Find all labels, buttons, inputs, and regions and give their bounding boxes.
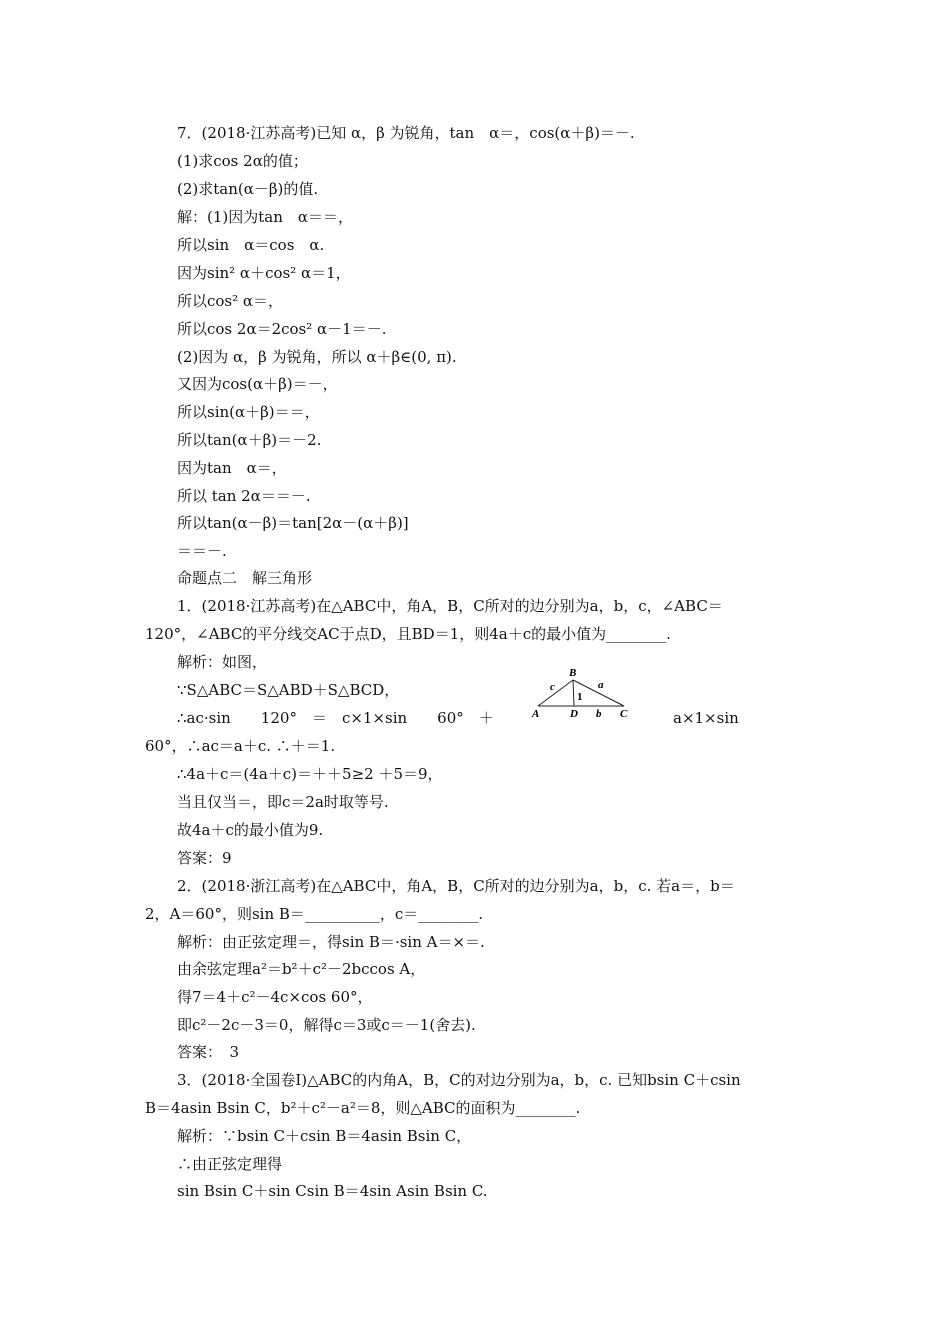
solution-line: 60°，∴ac＝a＋c. ∴＋＝1. bbox=[145, 737, 336, 755]
solution-line: ＝＝－. bbox=[177, 542, 227, 560]
solution-line: 即c²－2c－3＝0，解得c＝3或c＝－1(舍去). bbox=[177, 1016, 476, 1034]
problem-7-part-1: (1)求cos 2α的值； bbox=[177, 152, 308, 170]
segment-BD-label: 1 bbox=[577, 691, 583, 703]
solution-line: 所以sin(α＋β)＝＝， bbox=[177, 403, 320, 421]
vertex-A-label: A bbox=[532, 708, 540, 720]
problem-7-statement: 7．(2018·江苏高考)已知 α，β 为锐角，tan α＝，cos(α＋β)＝－. bbox=[177, 124, 635, 142]
problem-3-statement: 3．(2018·全国卷Ⅰ)△ABC的内角A，B，C的对边分别为a，b，c. 已知bsin C＋csin bbox=[177, 1071, 741, 1089]
solution-line: ∴4a＋c＝(4a＋c)＝＋＋5≥2 ＋5＝9， bbox=[177, 765, 443, 783]
solution-line: ∵S△ABC＝S△ABD＋S△BCD， bbox=[177, 681, 400, 699]
side-a-label: a bbox=[598, 679, 604, 691]
answer-line: 答案：9 bbox=[177, 849, 232, 867]
problem-1-statement: 1．(2018·江苏高考)在△ABC中，角A，B，C所对的边分别为a，b，c，∠ABC＝ bbox=[177, 597, 723, 615]
point-D-label: D bbox=[570, 708, 578, 720]
solution-line: sin Bsin C＋sin Csin B＝4sin Asin Bsin C. bbox=[177, 1182, 488, 1200]
solution-line: 故4a＋c的最小值为9. bbox=[177, 821, 324, 839]
solution-line: 所以tan(α＋β)＝－2. bbox=[177, 431, 322, 449]
solution-line-end: a×1×sin bbox=[673, 709, 739, 727]
problem-3-statement-cont: B＝4asin Bsin C，b²＋c²－a²＝8，则△ABC的面积为________. bbox=[145, 1099, 581, 1117]
vertex-C-label: C bbox=[620, 708, 628, 720]
solution-line: 得7＝4＋c²－4c×cos 60°， bbox=[177, 988, 373, 1006]
problem-2-statement-cont: 2，A＝60°，则sin B＝__________，c＝________. bbox=[145, 905, 484, 923]
side-b-label: b bbox=[596, 708, 602, 720]
solution-line: 所以cos 2α＝2cos² α－1＝－. bbox=[177, 320, 387, 338]
vertex-B-label: B bbox=[569, 667, 577, 679]
solution-line: 所以 tan 2α＝＝－. bbox=[177, 487, 311, 505]
triangle-figure bbox=[528, 664, 632, 722]
problem-7-part-2: (2)求tan(α－β)的值. bbox=[177, 180, 319, 198]
problem-1-statement-cont: 120°，∠ABC的平分线交AC于点D，且BD＝1，则4a＋c的最小值为________. bbox=[145, 625, 671, 643]
solution-line: 所以cos² α＝， bbox=[177, 292, 284, 310]
solution-line: 解析：如图， bbox=[177, 653, 268, 671]
problem-2-statement: 2．(2018·浙江高考)在△ABC中，角A，B，C所对的边分别为a，b，c. 若a＝，b＝ bbox=[177, 877, 735, 895]
solution-line: 所以sin α＝cos α. bbox=[177, 236, 325, 254]
solution-line: 当且仅当＝，即c＝2a时取等号. bbox=[177, 793, 389, 811]
solution-line: 因为tan α＝， bbox=[177, 459, 287, 477]
solution-line: 解：(1)因为tan α＝＝， bbox=[177, 208, 354, 226]
solution-line: ∴由正弦定理得 bbox=[177, 1155, 283, 1173]
solution-line: 由余弦定理a²＝b²＋c²－2bccos A， bbox=[177, 960, 426, 978]
solution-line: (2)因为 α，β 为锐角，所以 α＋β∈(0, π). bbox=[177, 348, 457, 366]
solution-line: 所以tan(α－β)＝tan[2α－(α＋β)] bbox=[177, 514, 409, 532]
answer-line: 答案： 3 bbox=[177, 1043, 240, 1061]
section-heading: 命题点二 解三角形 bbox=[177, 569, 313, 587]
solution-line: 因为sin² α＋cos² α＝1， bbox=[177, 264, 351, 282]
solution-line: ∴ac·sin 120° ＝ c×1×sin 60° ＋ bbox=[177, 709, 494, 727]
solution-line: 解析：∵bsin C＋csin B＝4asin Bsin C， bbox=[177, 1127, 472, 1145]
side-c-label: c bbox=[550, 681, 555, 693]
solution-line: 又因为cos(α＋β)＝－， bbox=[177, 375, 338, 393]
solution-line: 解析：由正弦定理＝，得sin B＝·sin A＝×＝. bbox=[177, 933, 485, 951]
